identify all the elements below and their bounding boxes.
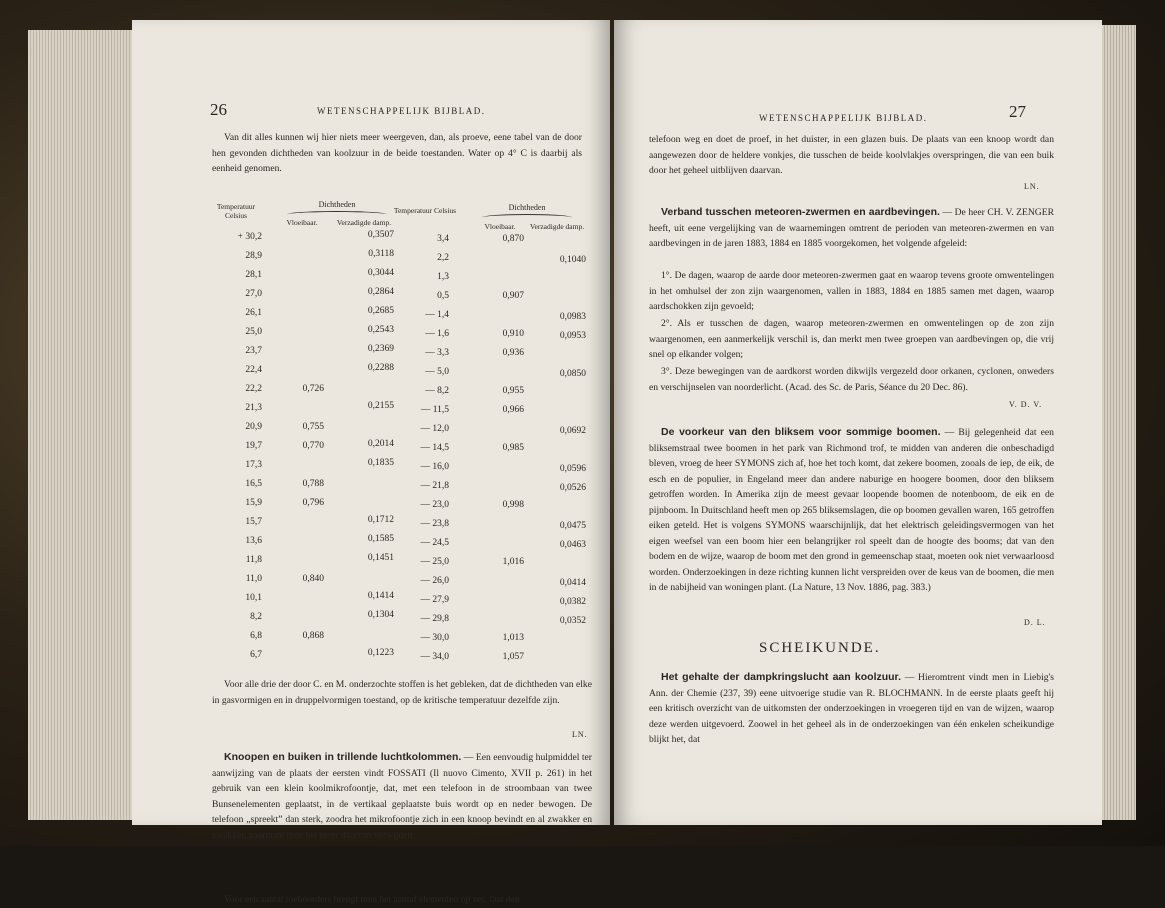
cell-left-temp: 19,7 <box>245 441 262 451</box>
verband-paragraph <box>649 205 1054 252</box>
cell-right-damp <box>524 384 586 403</box>
cell-left-vloeibaar <box>272 646 324 665</box>
cell-right-vloeibaar <box>462 306 524 325</box>
cell-left-vloeibaar <box>272 285 324 304</box>
cell-left-temp: 11,0 <box>245 574 262 584</box>
cell-left-damp <box>324 473 394 492</box>
cell-right-temp: 0,5 <box>437 291 449 301</box>
cell-right-vloeibaar <box>462 268 524 287</box>
page-edges-right <box>1102 25 1136 820</box>
cell-left-vloeibaar <box>272 513 324 532</box>
knoopen-paragraph <box>212 750 592 843</box>
running-head: WETENSCHAPPELIJK BIJBLAD. <box>317 106 486 116</box>
cell-left-temp: + 30,2 <box>237 232 262 242</box>
cell-left-damp: 0,2685 <box>367 306 394 316</box>
cell-right-temp: — 26,0 <box>420 576 449 586</box>
cell-left-damp <box>324 378 394 397</box>
cell-left-temp: 27,0 <box>245 289 262 299</box>
cell-right-temp: — 23,8 <box>420 519 449 529</box>
signature-dl: D. L. <box>1024 618 1046 627</box>
cell-left-vloeibaar <box>272 551 324 570</box>
cell-left-damp: 0,1835 <box>367 458 394 468</box>
cell-right-damp <box>524 555 586 574</box>
cell-right-damp: 0,0953 <box>559 331 586 341</box>
cell-left-temp: 22,4 <box>245 365 262 375</box>
cell-right-temp: — 1,4 <box>425 310 449 320</box>
cell-right-vloeibaar <box>462 534 524 553</box>
cell-left-damp <box>324 416 394 435</box>
cell-right-temp: 3,4 <box>437 234 449 244</box>
cell-right-temp: — 1,6 <box>425 329 449 339</box>
col-right-temp <box>397 230 449 667</box>
th-temperature-right: Temperatuur Celsius <box>393 206 457 215</box>
voorkeur-heading: De voorkeur van den bliksem voor sommige boomen. <box>661 426 941 438</box>
cell-left-vloeibaar: 0,726 <box>302 384 324 394</box>
cell-left-temp: 6,8 <box>250 631 262 641</box>
cell-left-temp: 23,7 <box>245 346 262 356</box>
cell-right-vloeibaar <box>462 363 524 382</box>
cell-left-vloeibaar <box>272 323 324 342</box>
cell-right-damp: 0,0596 <box>559 464 586 474</box>
cell-left-vloeibaar <box>272 608 324 627</box>
gehalte-heading: Het gehalte der dampkringslucht aan koolzuur. <box>661 671 901 683</box>
verband-point-2: 2°. Als er tusschen de dagen, waarop meteoren-zwermen en omwentelingen op de zon zijn waargenomen, een aanmerkelijk verschil is, dan merkt men twee groepen van aardbevingen op, die vrij snel op elkander volgen; <box>649 318 1054 360</box>
cell-left-damp: 0,2014 <box>367 439 394 449</box>
th-vloeibaar-left: Vloeibaar. <box>286 218 318 227</box>
cell-left-temp: 15,7 <box>245 517 262 527</box>
col-right-vloeibaar <box>462 230 524 667</box>
cell-left-vloeibaar: 0,796 <box>302 498 324 508</box>
cell-right-temp: — 5,0 <box>425 367 449 377</box>
cell-right-temp: — 16,0 <box>420 462 449 472</box>
cell-right-vloeibaar: 0,955 <box>502 386 524 396</box>
right-page <box>614 20 1102 825</box>
signature-ln: LN. <box>1024 182 1040 191</box>
cell-right-vloeibaar: 0,870 <box>502 234 524 244</box>
cell-right-vloeibaar <box>462 515 524 534</box>
cell-right-temp: — 12,0 <box>420 424 449 434</box>
verband-heading: Verband tusschen meteoren-zwermen en aardbevingen. <box>661 206 940 218</box>
cell-right-damp: 0,0352 <box>559 616 586 626</box>
cell-left-damp: 0,1414 <box>367 591 394 601</box>
voorkeur-paragraph <box>649 425 1054 596</box>
th-dichtheden-left: Dichtheden <box>318 200 356 209</box>
verband-point-3: 3°. Deze bewegingen van de aardkorst worden dikwijls vergezeld door orkanen, cyclonen, onweders en verschijnselen van noorderlicht. (Acad. des Sc. de Paris, Séance du 20 Dec. 86). <box>649 366 1054 393</box>
cell-left-damp: 0,3118 <box>368 249 394 259</box>
cell-left-temp: 20,9 <box>245 422 262 432</box>
cell-left-damp: 0,2864 <box>367 287 394 297</box>
cell-left-damp: 0,3507 <box>367 230 394 240</box>
cell-right-vloeibaar <box>462 591 524 610</box>
cell-right-vloeibaar: 0,907 <box>502 291 524 301</box>
cell-left-vloeibaar <box>272 399 324 418</box>
cell-right-damp <box>524 441 586 460</box>
cell-right-temp: — 3,3 <box>425 348 449 358</box>
cell-right-temp: — 11,5 <box>420 405 449 415</box>
th-damp-left: Verzadigde damp. <box>336 218 392 227</box>
cell-left-temp: 17,3 <box>245 460 262 470</box>
cell-left-temp: 11,8 <box>245 555 262 565</box>
cell-left-temp: 25,0 <box>245 327 262 337</box>
cell-right-vloeibaar <box>462 572 524 591</box>
page-edges-left <box>28 30 132 820</box>
cell-right-damp: 0,0463 <box>559 540 586 550</box>
cell-left-temp: 28,1 <box>245 270 262 280</box>
cell-left-temp: 16,5 <box>245 479 262 489</box>
gehalte-body: — Hieromtrent vindt men in Liebig's Ann. der Chemie (237, 39) eene uitvoerige studie van R. BLOCHMANN. In de eerste plaats geeft hij een kritisch overzicht van de uitkomsten der onderzoekingen in vroegeren tijd en van de wijzen, waarop deze werden uitgevoerd. Zoowel in het geheel als in de onderzoekingen van één enkelen scheikundige blijkt het, dat <box>649 672 1054 745</box>
cell-left-vloeibaar <box>272 304 324 323</box>
cell-right-vloeibaar <box>462 420 524 439</box>
cell-right-vloeibaar: 0,936 <box>502 348 524 358</box>
col-left-temp <box>208 228 262 665</box>
cell-right-damp <box>524 270 586 289</box>
cell-left-vloeibaar: 0,755 <box>302 422 324 432</box>
cell-right-vloeibaar: 0,985 <box>502 443 524 453</box>
page-number: 26 <box>210 100 227 119</box>
knoopen-continuation: Voor een aantal toehoorders brengt men het aantal elementen op zes, laat den <box>224 894 520 905</box>
cell-left-damp: 0,1304 <box>367 610 394 620</box>
cell-right-damp <box>524 631 586 650</box>
cell-right-damp: 0,0692 <box>559 426 586 436</box>
th-temperature-left: Temperatuur Celsius <box>216 202 256 220</box>
cell-right-temp: — 30,0 <box>420 633 449 643</box>
cell-right-damp <box>524 232 586 251</box>
cell-left-temp: 21,3 <box>245 403 262 413</box>
cell-right-damp <box>524 289 586 308</box>
cell-left-damp: 0,2543 <box>367 325 394 335</box>
cell-right-damp <box>524 498 586 517</box>
cell-left-temp: 22,2 <box>245 384 262 394</box>
cell-right-damp: 0,1040 <box>559 255 586 265</box>
cell-left-vloeibaar <box>272 456 324 475</box>
cell-left-damp: 0,3044 <box>367 268 394 278</box>
cell-left-vloeibaar: 0,788 <box>302 479 324 489</box>
cell-left-temp: 8,2 <box>250 612 262 622</box>
cell-right-temp: 2,2 <box>437 253 449 263</box>
cell-right-vloeibaar: 1,013 <box>502 633 524 643</box>
gehalte-paragraph <box>649 670 1054 748</box>
cell-left-vloeibaar <box>272 342 324 361</box>
cell-right-damp <box>524 650 586 669</box>
cell-left-vloeibaar <box>272 228 324 247</box>
cell-right-damp: 0,0983 <box>559 312 586 322</box>
cell-right-vloeibaar <box>462 610 524 629</box>
knoopen-heading: Knoopen en buiken in trillende luchtkolommen. <box>224 751 462 763</box>
cell-left-vloeibaar: 0,840 <box>302 574 324 584</box>
cell-right-vloeibaar <box>462 458 524 477</box>
cell-left-vloeibaar <box>272 247 324 266</box>
cell-left-temp: 28,9 <box>245 251 262 261</box>
section-title: SCHEIKUNDE. <box>759 640 881 656</box>
col-right-damp <box>524 232 586 669</box>
cell-right-vloeibaar: 0,910 <box>502 329 524 339</box>
knoopen-body: — Een eenvoudig hulpmiddel ter aanwijzing van de plaats der eersten vindt FOSSATI (Il nuovo Cimento, XVII p. 261) in het gebruik van een klein koolmikrofoontje, dat, met een telefoon in de stroombaan van twee Bunsenelementen geplaatst, in de vertikaal geplaatste buis wordt op en neder bewogen. De telefoon „spreekt” dan sterk, zoodra het mikrofoontje zich in een knoop bevindt en al zwakker en zwakker, naarmate men het meer daarvan verwijdert. <box>212 752 592 841</box>
cell-left-damp: 0,2369 <box>367 344 394 354</box>
cell-right-temp: — 8,2 <box>425 386 449 396</box>
cell-right-vloeibaar <box>462 249 524 268</box>
cell-right-damp: 0,0414 <box>559 578 586 588</box>
cell-right-vloeibaar: 1,016 <box>502 557 524 567</box>
verband-point-1: 1°. De dagen, waarop de aarde door meteoren-zwermen gaat en waarop tevens groote omwentelingen in het omhulsel der zon zijn waargenomen, vallen in 1883, 1884 en 1885 samen met dagen, waarop aardschokken zijn gevoeld; <box>649 270 1054 312</box>
signature-ln: LN. <box>572 730 588 739</box>
cell-right-temp: — 34,0 <box>420 652 449 662</box>
cell-left-vloeibaar <box>272 589 324 608</box>
cell-right-damp <box>524 403 586 422</box>
cell-right-temp: — 25,0 <box>420 557 449 567</box>
page-number: 27 <box>1009 102 1026 121</box>
cell-left-vloeibaar: 0,868 <box>302 631 324 641</box>
cell-right-vloeibaar: 1,057 <box>502 652 524 662</box>
cell-left-damp: 0,1712 <box>367 515 394 525</box>
cell-right-vloeibaar: 0,998 <box>502 500 524 510</box>
cell-right-vloeibaar <box>462 477 524 496</box>
cell-right-temp: — 21,8 <box>420 481 449 491</box>
cell-right-damp: 0,0475 <box>559 521 586 531</box>
cell-left-damp: 0,1223 <box>367 648 394 658</box>
cell-left-damp: 0,1585 <box>367 534 394 544</box>
verband-body: — De heer CH. V. ZENGER heeft, uit eene vergelijking van de waarnemingen omtrent de perioden van meteoren-zwermen en van aardbevingen in de jaren 1883, 1884 en 1885 voorgekomen, het volgende afgeleid: <box>649 207 1054 249</box>
cell-right-damp: 0,0382 <box>559 597 586 607</box>
cell-left-damp: 0,1451 <box>367 553 394 563</box>
th-damp-right: Verzadigde damp. <box>529 222 585 231</box>
cell-right-damp <box>524 346 586 365</box>
cell-left-vloeibaar: 0,770 <box>302 441 324 451</box>
conclusion-paragraph: Voor alle drie der door C. en M. onderzochte stoffen is het gebleken, dat de dichtheden van elke in gasvormigen en in druppelvormigen toestand, op de kritische temperatuur dezelfde zijn. <box>212 679 592 706</box>
cell-right-temp: — 14,5 <box>420 443 449 453</box>
cell-left-temp: 26,1 <box>245 308 262 318</box>
intro-paragraph: Van dit alles kunnen wij hier niets meer weergeven, dan, als proeve, eene tabel van de door hen gevonden dichtheden van koolzuur in de beide toestanden. Water op 4° C is daarbij als eenheid genomen. <box>212 132 582 174</box>
cell-left-damp: 0,2155 <box>367 401 394 411</box>
cell-left-temp: 6,7 <box>250 650 262 660</box>
cell-left-vloeibaar <box>272 361 324 380</box>
col-left-damp <box>324 226 394 663</box>
cell-right-temp: — 23,0 <box>420 500 449 510</box>
cell-left-damp <box>324 492 394 511</box>
brace-left <box>287 211 387 218</box>
running-head: WETENSCHAPPELIJK BIJBLAD. <box>759 113 928 123</box>
signature-vdv: V. D. V. <box>1009 400 1043 409</box>
col-left-vloeibaar <box>272 228 324 665</box>
cell-left-temp: 10,1 <box>245 593 262 603</box>
cell-right-temp: — 29,8 <box>420 614 449 624</box>
cell-right-temp: 1,3 <box>437 272 449 282</box>
cell-left-temp: 13,6 <box>245 536 262 546</box>
cell-right-damp: 0,0850 <box>559 369 586 379</box>
cell-left-vloeibaar <box>272 266 324 285</box>
left-page <box>132 20 610 905</box>
voorkeur-body: — Bij gelegenheid dat een bliksemstraal twee boomen in het park van Richmond trof, te midden van anderen die onbeschadigd bleven, vroeg de heer SYMONS zich af, hoe het toch komt, dat zekere boomen, zooals de iep, de eik, de esch en de populier, in Engeland meer dan andere naburige en hoogere boomen, door den bliksem getroffen worden. In Amerika zijn de meest gevaar loopende boomen de notenboom, de eik en de pijnboom. In Duitschland heeft men op 265 bliksemslagen, die op boomen gevallen waren, 165 getroffen eiken geteld. Het is volgens SYMONS waarschijnlijk, dat het elektrisch geleidingsvermogen van het eigen weefsel van een boom hier een belangrijker rol speelt dan de hoogte des booms; dat van den bodem en de wijze, waarop de boom met den grond in gemeenschap staat, moeten ook niet verwaarloosd worden. Onderzoekingen in deze richting kunnen licht verspreiden over de keus van de boomen, die men in de nabijheid van woningen plant. (La Nature, 13 Nov. 1886, pag. 383.) <box>649 427 1054 593</box>
th-dichtheden-right: Dichtheden <box>508 203 546 212</box>
continuation-paragraph: telefoon weg en doet de proef, in het duister, in een glazen buis. De plaats van een knoop wordt dan aangewezen door de heldere vonkjes, die tusschen de beide koolvlakjes overspringen, die van een buik door het geheel uitblijven daarvan. <box>649 134 1054 176</box>
cell-left-vloeibaar <box>272 532 324 551</box>
cell-left-damp <box>324 568 394 587</box>
th-vloeibaar-right: Vloeibaar. <box>484 222 516 231</box>
cell-right-vloeibaar: 0,966 <box>502 405 524 415</box>
brace-right <box>482 214 572 221</box>
cell-right-temp: — 24,5 <box>420 538 449 548</box>
cell-right-temp: — 27,9 <box>420 595 449 605</box>
cell-left-damp <box>324 625 394 644</box>
cell-right-damp: 0,0526 <box>559 483 586 493</box>
cell-left-temp: 15,9 <box>245 498 262 508</box>
cell-left-damp: 0,2288 <box>367 363 394 373</box>
